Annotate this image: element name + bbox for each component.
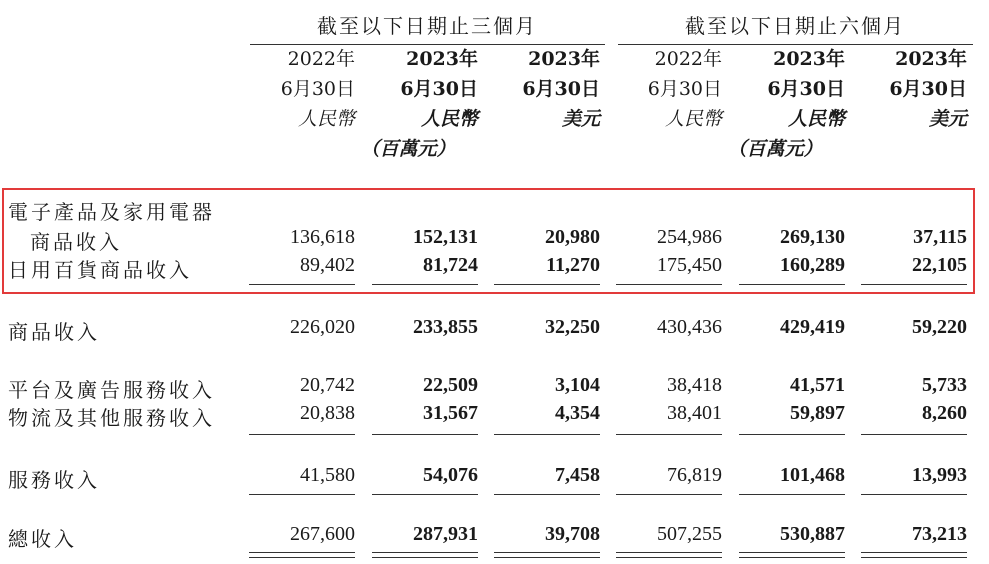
cell-value: 7,458: [555, 464, 600, 486]
column-header-date: 6月30日: [400, 78, 478, 100]
cell-value: 20,742: [300, 374, 355, 396]
cell-value: 38,401: [667, 402, 722, 424]
cell-value: 81,724: [423, 254, 478, 276]
row-label-general-merchandise: 日用百貨商品收入: [8, 258, 192, 282]
row-label-merchandise-revenue: 商品收入: [8, 320, 100, 344]
cell-value: 530,887: [780, 523, 845, 545]
cell-value: 32,250: [545, 316, 600, 338]
subtotal-rule: [739, 494, 845, 495]
cell-value: 20,838: [300, 402, 355, 424]
cell-value: 269,130: [780, 226, 845, 248]
subtotal-rule: [861, 434, 967, 435]
cell-value: 54,076: [423, 464, 478, 486]
cell-value: 287,931: [413, 523, 478, 545]
cell-value: 37,115: [913, 226, 967, 248]
total-double-rule: [616, 552, 722, 558]
subtotal-rule: [372, 434, 478, 435]
subtotal-rule: [494, 494, 600, 495]
cell-value: 8,260: [922, 402, 967, 424]
cell-value: 20,980: [545, 226, 600, 248]
cell-value: 73,213: [912, 523, 967, 545]
subtotal-rule: [616, 434, 722, 435]
cell-value: 59,220: [912, 316, 967, 338]
cell-value: 507,255: [657, 523, 722, 545]
column-header-unit: [827, 134, 967, 164]
column-header-unit: （百萬元）: [727, 138, 823, 160]
cell-value: 41,571: [790, 374, 845, 396]
column-header-date: 6月30日: [647, 78, 722, 100]
column-header-currency: 美元: [928, 108, 967, 130]
cell-value: 76,819: [667, 464, 722, 486]
column-header-unit: [460, 134, 600, 164]
column-header-year: 2023年: [528, 48, 600, 70]
subtotal-rule: [372, 494, 478, 495]
cell-value: 254,986: [657, 226, 722, 248]
subtotal-rule: [861, 284, 967, 285]
cell-value: 39,708: [545, 523, 600, 545]
cell-value: 38,418: [667, 374, 722, 396]
cell-value: 11,270: [546, 254, 600, 276]
cell-value: 41,580: [300, 464, 355, 486]
row-label-logistics: 物流及其他服務收入: [8, 406, 215, 430]
row-label-services-revenue: 服務收入: [8, 468, 100, 492]
column-header-unit: [582, 134, 722, 164]
subtotal-rule: [372, 284, 478, 285]
total-double-rule: [861, 552, 967, 558]
row-label-platform-ads: 平台及廣告服務收入: [8, 378, 215, 402]
column-header-currency: 人民幣: [787, 108, 845, 130]
cell-value: 13,993: [912, 464, 967, 486]
cell-value: 59,897: [790, 402, 845, 424]
subtotal-rule: [861, 494, 967, 495]
column-header-6: [857, 44, 967, 164]
cell-value: 160,289: [780, 254, 845, 276]
column-header-year: 2022年: [654, 48, 722, 70]
column-header-year: 2023年: [773, 48, 845, 70]
cell-value: 152,131: [413, 226, 478, 248]
cell-value: 429,419: [780, 316, 845, 338]
subtotal-rule: [739, 284, 845, 285]
cell-value: 175,450: [657, 254, 722, 276]
column-header-currency: 美元: [561, 108, 600, 130]
cell-value: 430,436: [657, 316, 722, 338]
column-header-currency: 人民幣: [420, 108, 478, 130]
subtotal-rule: [739, 434, 845, 435]
period-group-three-months: 截至以下日期止三個月: [317, 14, 537, 38]
cell-value: 233,855: [413, 316, 478, 338]
row-label-total-revenue: 總收入: [8, 527, 77, 551]
column-header-currency: 人民幣: [297, 108, 355, 130]
cell-value: 226,020: [290, 316, 355, 338]
subtotal-rule: [494, 434, 600, 435]
total-double-rule: [739, 552, 845, 558]
cell-value: 5,733: [922, 374, 967, 396]
row-label-electronics: 電子產品及家用電器: [8, 200, 215, 224]
subtotal-rule: [494, 284, 600, 285]
column-header-unit: （百萬元）: [360, 138, 456, 160]
cell-value: 31,567: [423, 402, 478, 424]
total-double-rule: [249, 552, 355, 558]
total-double-rule: [372, 552, 478, 558]
cell-value: 4,354: [555, 402, 600, 424]
cell-value: 22,509: [423, 374, 478, 396]
column-header-date: 6月30日: [522, 78, 600, 100]
subtotal-rule: [616, 494, 722, 495]
column-header-currency: 人民幣: [664, 108, 722, 130]
column-header-date: 6月30日: [889, 78, 967, 100]
column-header-date: 6月30日: [767, 78, 845, 100]
cell-value: 89,402: [300, 254, 355, 276]
column-header-year: 2023年: [895, 48, 967, 70]
cell-value: 3,104: [555, 374, 600, 396]
period-group-six-months: 截至以下日期止六個月: [685, 14, 905, 38]
cell-value: 22,105: [912, 254, 967, 276]
column-header-unit: [215, 134, 355, 164]
subtotal-rule: [249, 434, 355, 435]
cell-value: 136,618: [290, 226, 355, 248]
column-header-year: 2022年: [287, 48, 355, 70]
subtotal-rule: [249, 494, 355, 495]
subtotal-rule: [616, 284, 722, 285]
column-header-year: 2023年: [406, 48, 478, 70]
subtotal-rule: [249, 284, 355, 285]
total-double-rule: [494, 552, 600, 558]
row-label-electronics-line2: 商品收入: [30, 230, 122, 254]
cell-value: 267,600: [290, 523, 355, 545]
cell-value: 101,468: [780, 464, 845, 486]
column-header-date: 6月30日: [280, 78, 355, 100]
